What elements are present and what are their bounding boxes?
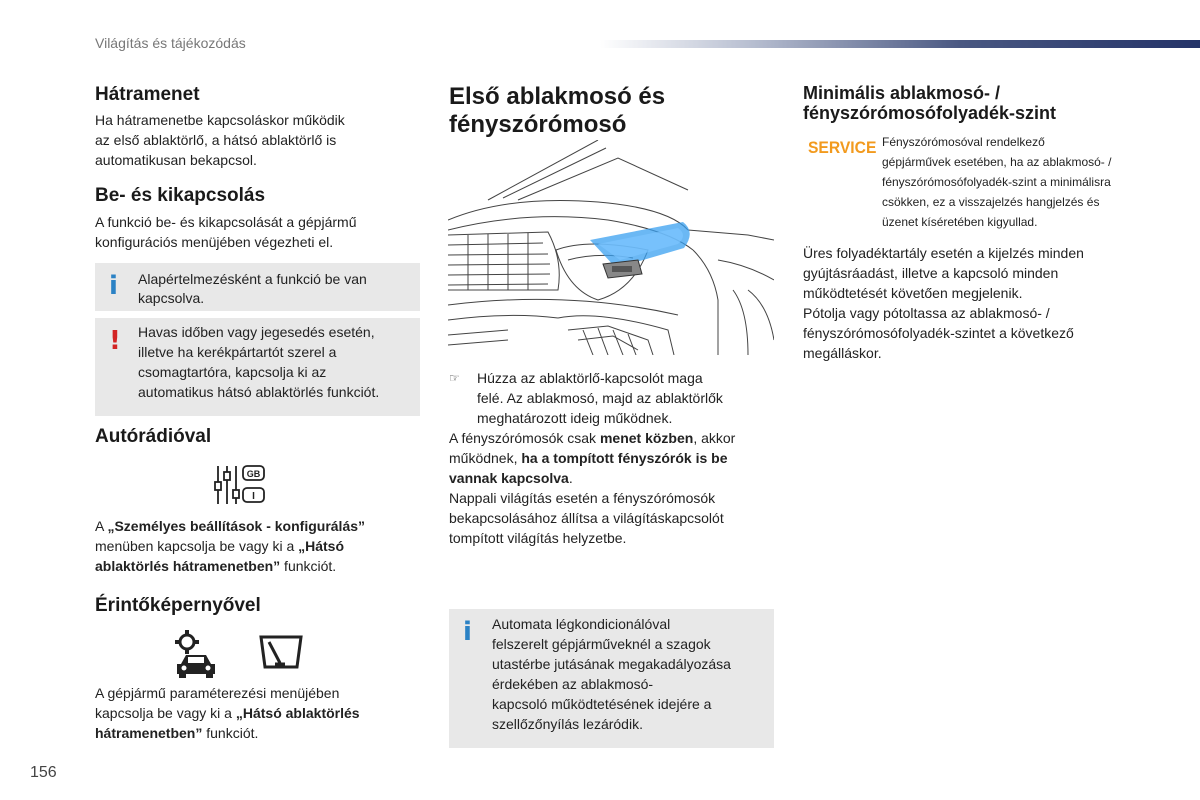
radio-settings-icon [212, 462, 267, 508]
paragraph-fluid-level: Üres folyadéktartály esetén a kijelzés minden gyújtásráadást, illetve a kapcsoló minden működtetését követően megjelenik. Pótolja vagy pótoltassa az ablakmosó- / fényszórómosófolyadék-szintet a következő megálláskor. [803, 245, 1084, 361]
heading-reverse: Hátramenet [95, 84, 200, 105]
paragraph-headlamp-wash: A fényszórómosók csak menet közben, akkor működnek, ha a tompított fényszórók is be vannak kapcsolva. Nappali világítás esetén a fényszórómosók bekapcsolásához állítsa a világításkapcsolót tompított világítás helyzetbe. [449, 430, 736, 546]
service-warning-icon: SERVICE [808, 138, 877, 157]
page-number: 156 [30, 764, 57, 781]
hand-pointer-icon: ☞ [449, 371, 460, 385]
heading-onoff: Be- és kikapcsolás [95, 185, 266, 206]
info-icon: i [463, 617, 472, 647]
car-front-illustration [448, 140, 774, 355]
service-description: Fényszórómosóval rendelkező gépjárművek esetében, ha az ablakmosó- / fényszórómosófolyadék-szint a minimálisra csökken, ez a visszajelzés hangjelzés és üzenet kíséretében kigyullad. [882, 135, 1112, 229]
paragraph-onoff: A funkció be- és kikapcsolását a gépjármű konfigurációs menüjében végezheti el. [95, 214, 357, 250]
vehicle-settings-icon [175, 630, 220, 678]
warning-icon: ! [109, 326, 121, 356]
paragraph-reverse: Ha hátramenetbe kapcsoláskor működik az első ablaktörlő, a hátsó ablaktörlő is automatikusan bekapcsol. [95, 112, 345, 168]
section-header: Világítás és tájékozódás [95, 35, 246, 51]
washer-title: Első ablakmosó és fényszórómosó [449, 83, 666, 138]
info-icon: i [109, 271, 118, 301]
radio-icon-label-top: GB [246, 469, 261, 479]
paragraph-touchscreen: A gépjármű paraméterezési menüjében kapcsolja be vagy ki a „Hátsó ablaktörlés hátramenetben” funkciót. [95, 685, 360, 741]
heading-touchscreen: Érintőképernyővel [95, 595, 261, 616]
paragraph-radio: A „Személyes beállítások - konfigurálás” menüben kapcsolja be vagy ki a „Hátsó ablaktörlés hátramenetben” funkciót. [95, 518, 366, 574]
heading-radio: Autórádióval [95, 426, 212, 447]
warning-box: ! Havas időben vagy jegesedés esetén, illetve ha kerékpártartót szerel a csomagtartóra, kapcsolja ki az automatikus hátsó ablaktörlés funkciót. [95, 318, 420, 416]
fluid-level-title: Minimális ablakmosó- / fényszórómosófolyadék-szint [803, 83, 1057, 123]
info-box-default: i Alapértelmezésként a funkció be van kapcsolva. [95, 263, 420, 311]
info-box-air-conditioning: i Automata légkondicionálóval felszerelt gépjárműveknél a szagok utastérbe jutásának megakadályozása érdekében az ablakmosó- kapcsoló működtetésének idejére a szellőzőnyílás lezáródik. [449, 609, 774, 748]
rear-wiper-icon [258, 634, 304, 670]
radio-icon-label-bottom: I [252, 491, 255, 502]
header-gradient-bar [600, 40, 1200, 48]
